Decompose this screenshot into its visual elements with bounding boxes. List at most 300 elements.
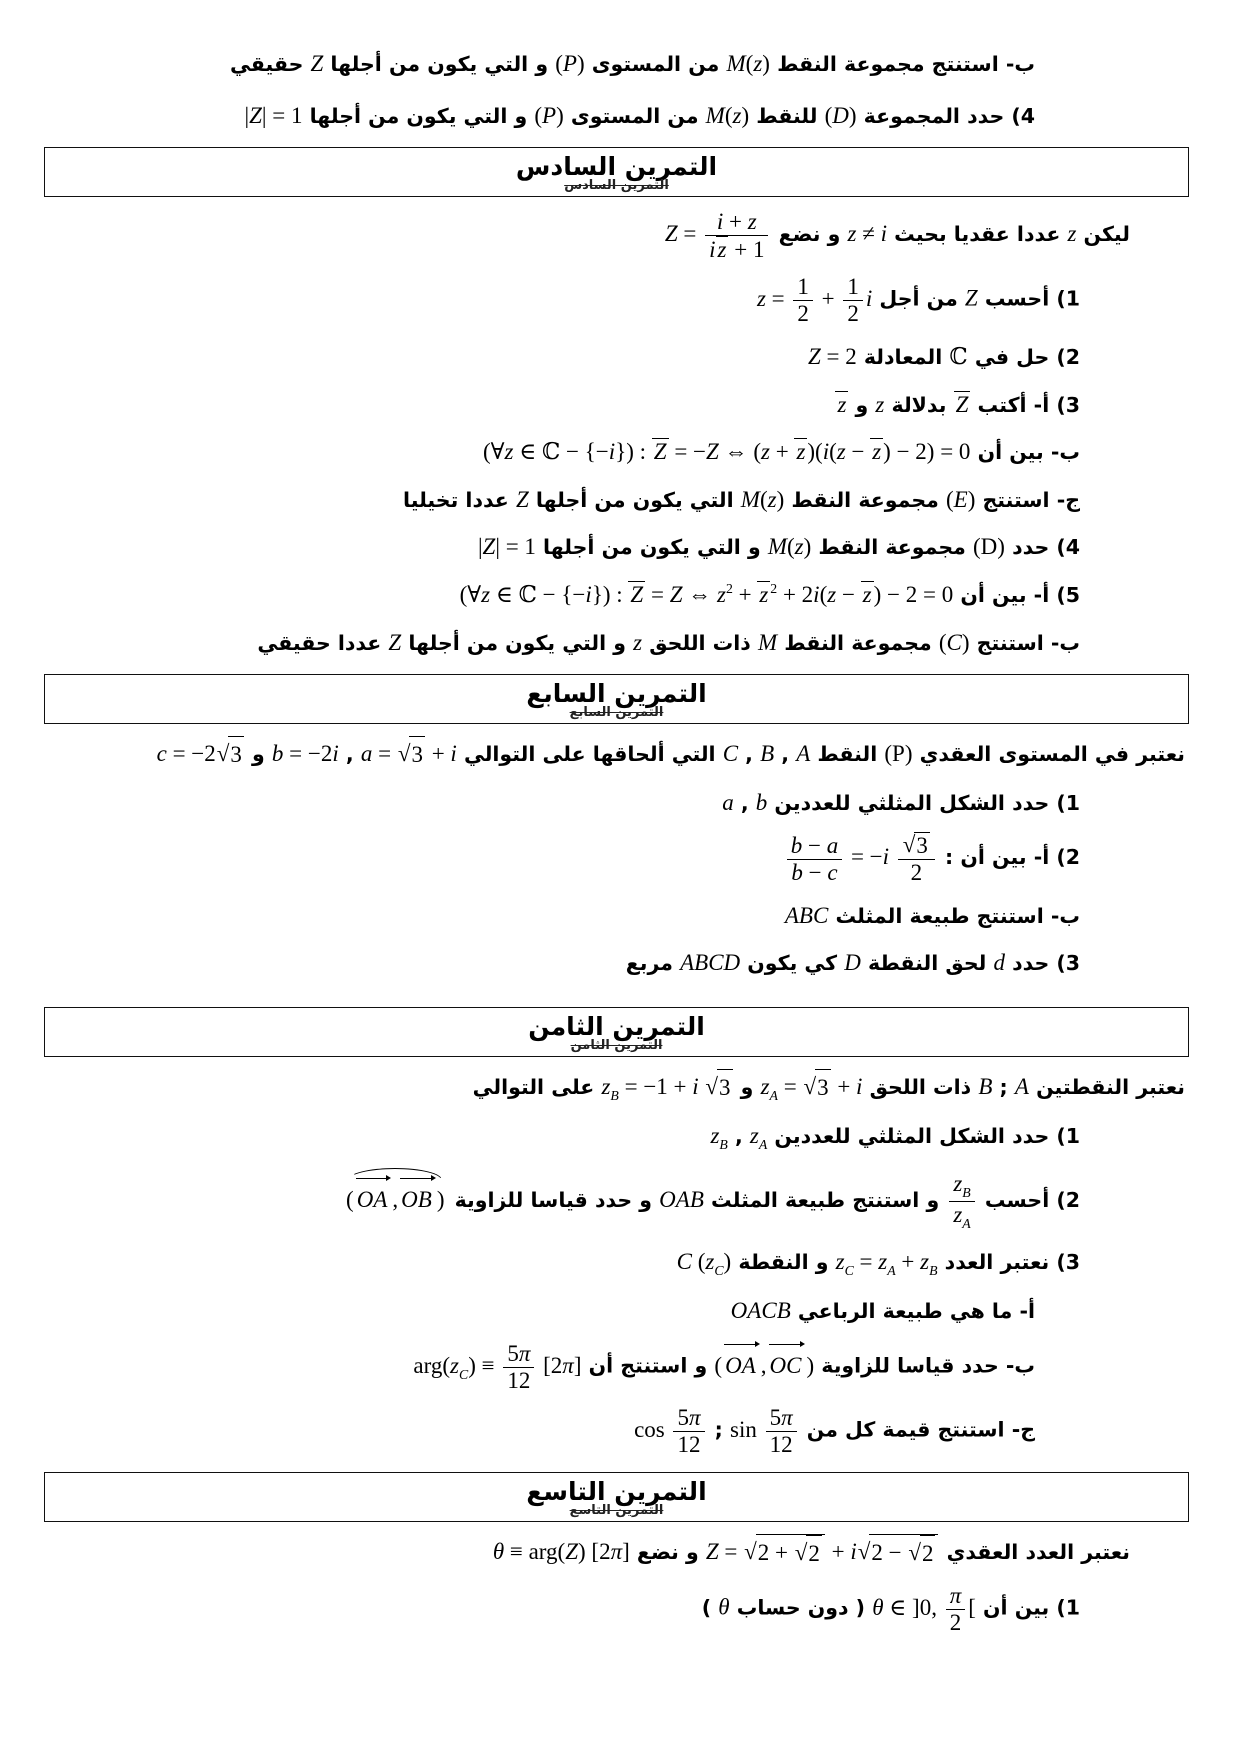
- math-text: ): [436, 1186, 445, 1212]
- math-text: 12: [769, 1432, 793, 1458]
- math-text: ): [762, 51, 770, 76]
- math-run: [659, 1187, 704, 1212]
- math-var: Z: [669, 582, 683, 608]
- math-var: C: [786, 1352, 802, 1378]
- math-run: [244, 103, 302, 128]
- arabic-text: نعتبر النقطتين: [1028, 1074, 1185, 1099]
- radical-sign-icon: √: [794, 1539, 808, 1565]
- math-text: −: [845, 439, 871, 465]
- math-text: +: [425, 741, 451, 767]
- math-var: Z: [565, 1538, 579, 1564]
- math-run: [664, 208, 772, 262]
- math-text: +: [825, 1538, 851, 1564]
- fraction-denominator: [766, 1432, 797, 1458]
- math-overbar: [794, 438, 807, 464]
- math-var: b: [755, 789, 768, 815]
- math-text: ): [806, 1352, 815, 1378]
- ex8-item-3b: [48, 1341, 1185, 1394]
- math-run: [884, 741, 912, 766]
- math-text: 12: [507, 1367, 531, 1393]
- math-var: a: [826, 832, 839, 858]
- arabic-text: من أجل: [872, 286, 965, 311]
- math-text: 3: [916, 833, 928, 859]
- math-text: + 2: [777, 582, 814, 608]
- math-text: ∈ ℂ − {−: [513, 439, 609, 465]
- arabic-text: 1) بين أن: [975, 1595, 1080, 1620]
- math-overbar: [716, 236, 729, 262]
- math-var: z: [835, 1248, 845, 1274]
- math-text: =: [372, 741, 397, 767]
- math-var: θ: [872, 1594, 884, 1620]
- math-text: ]: [622, 1538, 630, 1564]
- math-run: [973, 534, 1005, 559]
- math-subscript: [610, 1088, 618, 1103]
- math-text: 5: [769, 1405, 782, 1431]
- math-text: =: [777, 1073, 803, 1099]
- math-var: Z: [807, 343, 821, 369]
- math-superscript: [726, 581, 733, 596]
- arabic-text: عددا حقيقي: [257, 630, 389, 655]
- math-run: [460, 582, 954, 607]
- math-var: z: [747, 208, 757, 234]
- math-run: [272, 741, 339, 766]
- arabic-text: ج- استنتج قيمة كل من: [799, 1418, 1035, 1443]
- math-text: ): [576, 51, 585, 76]
- ex8-item-2: [48, 1168, 1185, 1232]
- arabic-text: ,: [733, 790, 756, 815]
- math-run: [718, 1595, 729, 1620]
- math-text: = −2: [166, 741, 216, 767]
- arabic-text: التي ألحاقها على التوالي: [456, 742, 723, 767]
- math-text: 0,: [919, 1594, 943, 1620]
- math-run: [993, 950, 1005, 975]
- ex7-item-1: [48, 785, 1185, 821]
- math-var: z: [837, 391, 847, 417]
- math-run: [493, 1539, 630, 1564]
- math-var: C: [708, 950, 724, 976]
- math-text: (: [714, 1352, 723, 1378]
- arabic-text: من المستوى: [584, 52, 727, 76]
- math-run: [808, 344, 857, 369]
- math-text: (: [829, 439, 837, 465]
- math-radical: [908, 1535, 935, 1572]
- math-fraction: [787, 833, 842, 886]
- math-run: [710, 1123, 728, 1153]
- ex8-item-3: [48, 1244, 1185, 1282]
- math-text: +: [831, 1073, 857, 1099]
- math-var: O: [356, 1186, 374, 1212]
- radicand: [920, 1535, 936, 1572]
- math-run: [633, 630, 642, 655]
- math-text: +: [895, 1248, 921, 1274]
- math-var: z: [756, 285, 766, 311]
- arabic-text: و التي يكون من أجلها: [401, 630, 634, 655]
- ex8-intro: [48, 1069, 1185, 1107]
- math-fraction: [673, 1405, 704, 1458]
- radicand: [806, 1535, 822, 1572]
- math-run: [730, 1405, 800, 1458]
- math-radical: [903, 832, 930, 859]
- math-var: z: [710, 1123, 720, 1149]
- fraction-denominator: [705, 236, 768, 263]
- math-text: ): [967, 486, 976, 512]
- math-fraction: [949, 1171, 974, 1231]
- math-var: z: [633, 629, 643, 655]
- math-text: 3: [230, 742, 242, 768]
- math-var: i: [880, 220, 887, 246]
- math-var: A: [741, 1352, 756, 1378]
- arabic-text: و التي يكون من أجلها: [535, 535, 768, 560]
- vector-arrow: [768, 1344, 806, 1384]
- math-fraction: [793, 274, 813, 327]
- math-run: [714, 1353, 814, 1378]
- math-radical: [217, 736, 244, 773]
- fraction-denominator: [946, 1610, 966, 1636]
- arabic-text: ليكن: [1076, 221, 1130, 246]
- math-overbar: [861, 581, 874, 607]
- arabic-text: و: [244, 742, 272, 767]
- math-text: ]: [912, 1594, 920, 1620]
- math-text: (: [534, 102, 543, 128]
- arabic-text: 2) أحسب: [977, 1187, 1080, 1212]
- math-var: z: [862, 582, 872, 608]
- arabic-text: ,: [727, 1124, 750, 1149]
- math-text: −: [802, 832, 827, 858]
- math-run: [311, 51, 324, 76]
- math-var: a: [722, 789, 734, 815]
- math-var: z: [601, 1073, 611, 1099]
- math-text: (: [787, 534, 795, 560]
- math-var: c: [827, 859, 838, 885]
- math-var: Z: [964, 285, 978, 311]
- radicand: [815, 1069, 831, 1106]
- math-subscript: [845, 1263, 854, 1278]
- math-text: ]: [573, 1352, 582, 1378]
- math-fraction: [898, 832, 935, 886]
- math-text: [: [968, 1594, 976, 1620]
- math-var: z: [760, 1073, 770, 1099]
- radicand: [914, 832, 930, 859]
- math-text: ): [556, 102, 564, 128]
- math-subscript: [714, 1263, 723, 1278]
- math-var: z: [847, 220, 857, 246]
- math-run: [978, 1074, 992, 1099]
- radicand: [869, 1534, 938, 1572]
- exercise6-header: [44, 147, 1189, 197]
- math-var: z: [716, 582, 726, 608]
- math-text: =: [853, 1248, 879, 1274]
- radicand: [756, 1534, 825, 1572]
- math-var: Z: [664, 220, 678, 246]
- math-text: (∀: [459, 582, 482, 608]
- math-text: = 2: [820, 343, 857, 369]
- math-text: | = 1: [495, 534, 536, 560]
- fraction-numerator: [898, 832, 935, 860]
- math-run: [825, 103, 857, 128]
- math-var: Z: [515, 486, 529, 512]
- exercise7-title: التمرين السابع: [526, 679, 707, 709]
- math-text: 5: [507, 1340, 519, 1366]
- math-text: (: [555, 51, 563, 76]
- math-text: 2: [725, 581, 733, 597]
- math-var: Z: [705, 1538, 719, 1564]
- arabic-text: 3) نعتبر العدد: [937, 1249, 1080, 1274]
- arabic-text: ب- استنتج: [969, 630, 1080, 655]
- exercise7-header: [44, 674, 1189, 724]
- math-var: z: [920, 1248, 930, 1274]
- math-text: cos: [634, 1417, 671, 1443]
- math-run: [343, 1187, 447, 1212]
- math-var: z: [749, 1123, 759, 1149]
- math-var: B: [610, 1087, 619, 1103]
- math-var: i: [822, 439, 830, 465]
- ex6-item-3a: [48, 387, 1185, 423]
- math-text: 2: [770, 581, 778, 597]
- vector-arrow: [723, 1344, 760, 1384]
- ex7-item-2a: [48, 832, 1185, 886]
- arabic-text: للنقط: [749, 103, 825, 128]
- arabic-text: التي يكون من أجلها: [528, 487, 741, 512]
- arabic-text: 2) أ- بين أن :: [937, 845, 1080, 870]
- math-var: C: [676, 1248, 692, 1274]
- arabic-text: ب- حدد قياسا للزاوية: [814, 1353, 1035, 1378]
- math-text: +: [723, 208, 748, 234]
- math-var: z: [827, 582, 837, 608]
- math-var: M: [705, 102, 725, 128]
- math-var: C: [946, 629, 962, 655]
- math-run: [835, 1248, 938, 1278]
- math-run: [784, 832, 938, 886]
- fraction-numerator: [766, 1405, 797, 1432]
- arabic-text: 2) حل في: [967, 344, 1080, 369]
- math-var: A: [675, 1186, 690, 1212]
- math-text: +: [732, 582, 758, 608]
- math-text: =: [677, 220, 703, 246]
- radical-sign-icon: √: [705, 1073, 719, 1099]
- math-var: z: [794, 534, 804, 560]
- math-var: O: [401, 1186, 418, 1212]
- math-text: ) − 2 = 0: [873, 582, 954, 608]
- arabic-text: كي يكون: [740, 951, 845, 976]
- math-var: i: [850, 1538, 857, 1564]
- math-run: [768, 534, 811, 559]
- math-overbar: [757, 581, 770, 607]
- ex6-item-2: [48, 339, 1185, 375]
- line-prev-item-b: [48, 46, 1185, 82]
- math-var: A: [680, 950, 695, 976]
- math-text: =: [765, 285, 791, 311]
- ex9-intro: [48, 1534, 1185, 1572]
- fraction-numerator: [503, 1341, 534, 1368]
- math-var: z: [481, 582, 491, 608]
- arabic-text: 1) حدد الشكل المثلثي للعددين: [767, 790, 1080, 815]
- vector-arrow: [399, 1178, 436, 1218]
- math-text: 1: [847, 274, 859, 300]
- math-var: z: [759, 582, 769, 608]
- math-run: [946, 1171, 977, 1232]
- arabic-text: نعتبر العدد العقدي: [939, 1539, 1130, 1564]
- math-run: [756, 790, 768, 815]
- math-fraction: [766, 1405, 797, 1458]
- math-text: 3: [411, 742, 423, 768]
- math-var: B: [978, 1073, 993, 1099]
- math-text: (: [824, 102, 833, 128]
- arabic-text: ;: [992, 1074, 1015, 1099]
- math-var: B: [694, 950, 709, 976]
- exercise9-header: [44, 1472, 1189, 1522]
- arabic-text: 1) أحسب: [977, 286, 1080, 311]
- arabic-text: و استنتج أن: [581, 1353, 715, 1378]
- math-var: i: [608, 439, 616, 465]
- math-text: −: [836, 582, 861, 608]
- math-text: 2: [847, 301, 859, 327]
- math-var: i: [450, 741, 457, 767]
- math-var: C: [812, 902, 829, 928]
- math-var: π: [610, 1538, 623, 1564]
- math-text: ,: [392, 1186, 399, 1212]
- math-var: π: [688, 1405, 701, 1431]
- math-var: π: [949, 1583, 962, 1609]
- math-text: 2: [910, 860, 923, 886]
- math-text: ∈ ℂ − {−: [490, 582, 586, 608]
- exercise7-title-echo: التمرين السابع: [569, 705, 664, 721]
- math-var: z: [796, 439, 806, 465]
- fraction-denominator: [793, 301, 813, 327]
- math-var: i: [332, 741, 339, 767]
- math-var: A: [758, 1137, 768, 1153]
- arabic-text: و نضع: [629, 1539, 706, 1564]
- math-fraction: [843, 274, 863, 327]
- math-var: A: [747, 1298, 762, 1324]
- math-text: 5: [677, 1405, 689, 1431]
- math-run: [949, 344, 967, 369]
- math-text: (: [945, 486, 954, 512]
- math-radical: [705, 1069, 732, 1106]
- arabic-text: نعتبر في المستوى العقدي: [912, 742, 1185, 767]
- fraction-numerator: [843, 274, 863, 301]
- math-run: [749, 1123, 768, 1153]
- arabic-text: مجموعة النقط: [811, 535, 974, 560]
- math-var: i: [692, 1073, 699, 1099]
- math-var: i: [709, 236, 716, 262]
- math-var: M: [740, 486, 760, 512]
- math-var: M: [726, 51, 746, 76]
- math-run: [1015, 1074, 1029, 1099]
- ex6-item-1: [48, 274, 1185, 327]
- math-overbar: [835, 391, 848, 417]
- math-text: −: [802, 859, 828, 885]
- math-text: }) :: [615, 439, 652, 465]
- math-fraction: [946, 1583, 966, 1636]
- arabic-text: و التي يكون من أجلها: [302, 103, 535, 128]
- math-text: (: [724, 102, 733, 128]
- math-var: b: [271, 741, 284, 767]
- arabic-text: النقط: [810, 742, 885, 767]
- math-run: [706, 103, 749, 128]
- fraction-numerator: [946, 1583, 966, 1610]
- exercise8-title: التمرين الثامن: [528, 1012, 705, 1042]
- math-text: 2: [949, 1610, 962, 1636]
- math-var: i: [865, 285, 873, 311]
- arabic-text: ,: [338, 742, 361, 767]
- math-text: ): [776, 486, 785, 512]
- math-run: [723, 741, 738, 766]
- math-var: z: [953, 1171, 963, 1197]
- math-var: a: [360, 741, 373, 767]
- math-var: z: [767, 486, 777, 512]
- math-radical: [795, 1535, 822, 1572]
- exercise9-title-echo: التمرين التاسع: [569, 1502, 664, 1518]
- arabic-text: مجموعة النقط: [784, 487, 946, 512]
- fraction-numerator: [673, 1405, 704, 1432]
- math-text: }) :: [591, 582, 629, 608]
- math-var: D: [832, 102, 849, 128]
- math-run: [388, 630, 401, 655]
- ex7-intro: [48, 736, 1185, 773]
- radical-sign-icon: √: [744, 1538, 757, 1564]
- math-text: ⇔ (: [718, 439, 761, 465]
- math-text: (: [691, 1248, 706, 1274]
- arabic-text: ;: [707, 1418, 730, 1443]
- arabic-text: 3) أ- أكتب: [970, 392, 1080, 417]
- exercise6-title: التمرين السادس: [515, 152, 718, 182]
- math-radical: [398, 736, 425, 773]
- arabic-text: ب- بين أن: [970, 440, 1080, 465]
- exercise8-header: [44, 1007, 1189, 1057]
- math-text: ) ≡: [468, 1352, 501, 1378]
- math-run: [741, 487, 784, 512]
- fraction-numerator: [705, 209, 768, 236]
- math-var: π: [562, 1352, 574, 1378]
- math-run: [722, 790, 734, 815]
- math-var: Z: [310, 51, 324, 76]
- arabic-text: ): [701, 1595, 719, 1620]
- math-var: P: [562, 51, 577, 76]
- radical-sign-icon: √: [397, 741, 411, 767]
- math-run: [796, 741, 810, 766]
- math-var: z: [705, 1248, 715, 1274]
- math-text: +: [815, 285, 841, 311]
- fraction-denominator: [898, 860, 935, 886]
- math-var: b: [790, 832, 803, 858]
- fraction-numerator: [787, 833, 842, 860]
- math-var: A: [373, 1186, 388, 1212]
- math-text: =: [718, 1538, 744, 1564]
- math-var: z: [878, 1248, 888, 1274]
- math-var: Z: [955, 391, 969, 417]
- math-var: z: [753, 51, 763, 76]
- math-var: A: [887, 1262, 896, 1278]
- arabic-text: و استنتج طبيعة المثلث: [703, 1187, 947, 1212]
- math-text: sin: [730, 1417, 763, 1443]
- math-radical: [744, 1534, 825, 1572]
- math-run: [534, 103, 563, 128]
- math-text: 2: [921, 1540, 934, 1566]
- exercise6-title-echo: التمرين السادس: [564, 178, 669, 194]
- math-var: i: [856, 1073, 863, 1099]
- math-run: [785, 903, 828, 928]
- math-run: [872, 1583, 976, 1636]
- arabic-text: و التي يكون من أجلها: [323, 52, 556, 76]
- arabic-text: حقيقي: [229, 52, 311, 76]
- math-var: B: [776, 1298, 791, 1324]
- arabic-text: من المستوى: [563, 103, 706, 128]
- radicand: [409, 736, 425, 773]
- arabic-text: ذات اللحق: [642, 630, 758, 655]
- arabic-text: مجموعة النقط: [777, 630, 939, 655]
- arabic-text: ,: [738, 742, 761, 767]
- math-var: θ: [718, 1594, 730, 1620]
